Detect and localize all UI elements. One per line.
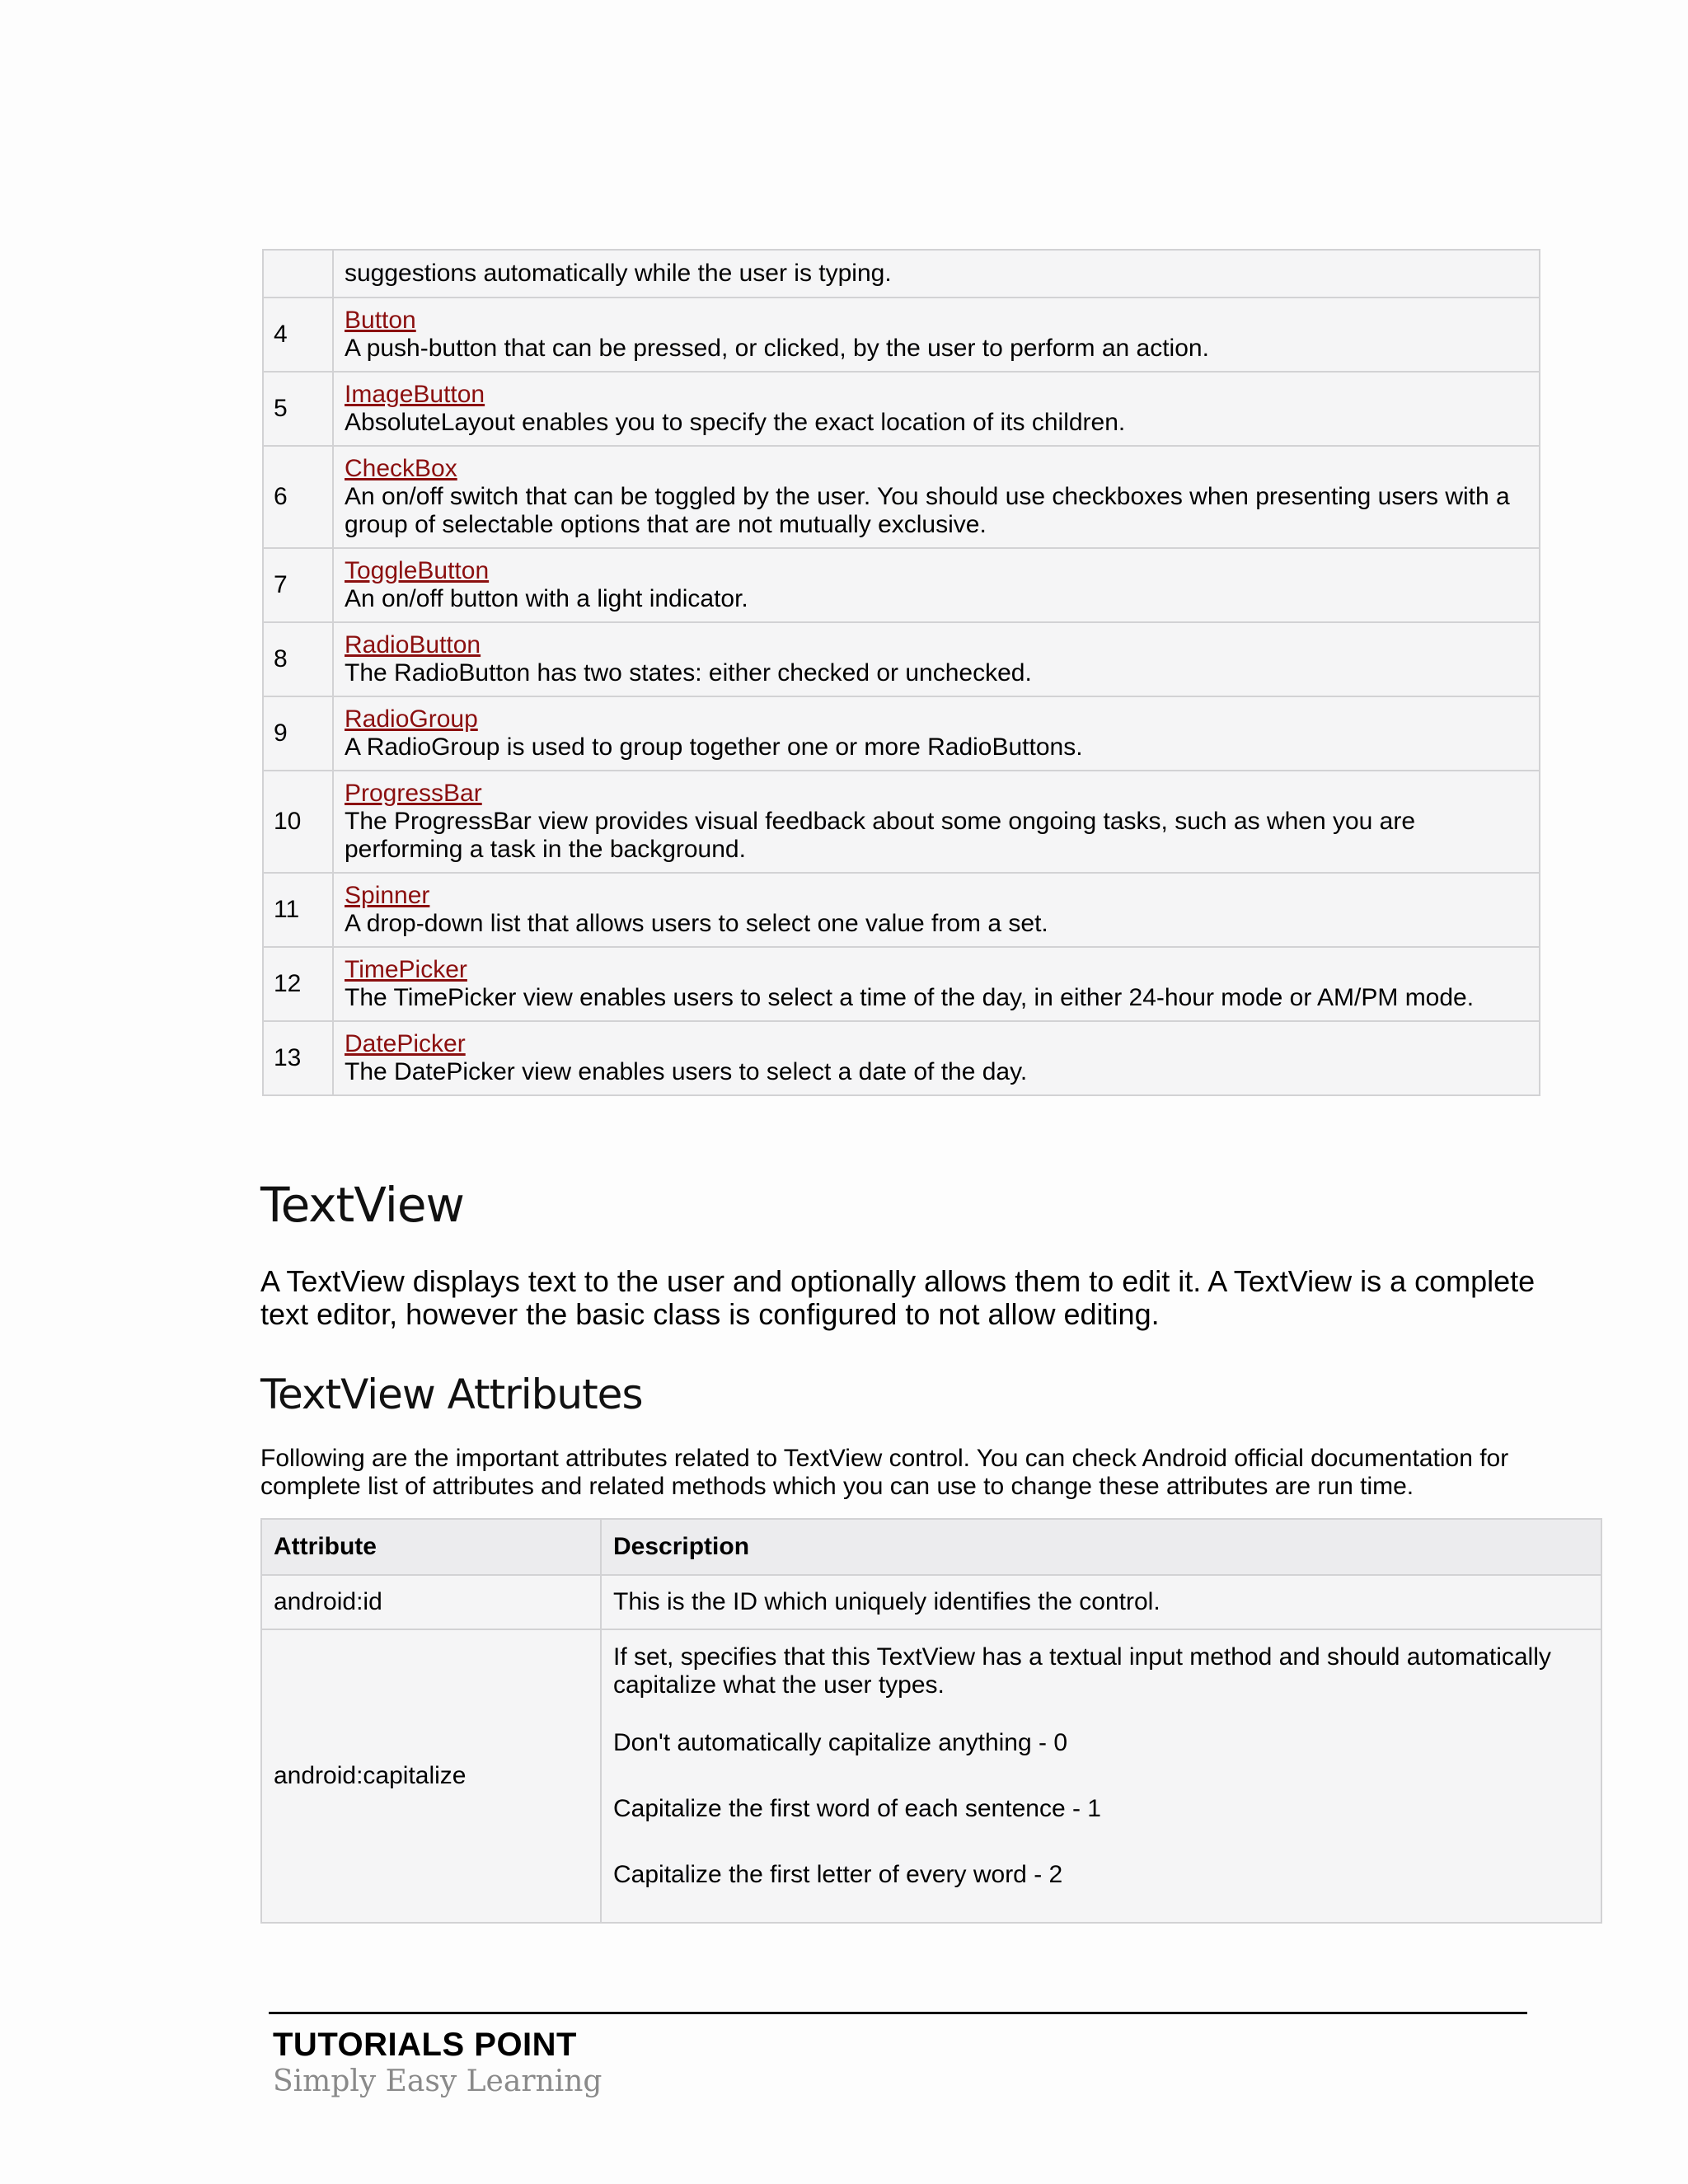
control-description: The TimePicker view enables users to select a time of the day, in either 24-hour mode or AM/PM mode. [345,984,1475,1011]
row-number: 6 [263,446,333,548]
row-description [333,771,1540,873]
table-row [261,1575,1601,1629]
attribute-description-text: If set, specifies that this TextView has a textual input method and should automatically capitalize what the user types. [613,1643,1551,1699]
column-header-description: Description [601,1519,1601,1575]
table-row [263,771,1540,873]
control-link-togglebutton[interactable]: ToggleButton [345,557,490,584]
row-number: 11 [263,873,333,947]
control-description: A push-button that can be pressed, or clicked, by the user to perform an action. [345,335,1209,362]
row-description [333,696,1540,771]
textview-intro-paragraph: A TextView displays text to the user and optionally allows them to edit it. A TextView is a complete text editor, however the basic class is configured to not allow editing. [260,1264,1536,1331]
table-row [263,372,1540,446]
section-title-textview-attributes: TextView Attributes [260,1371,643,1418]
row-description [333,947,1540,1021]
control-link-spinner[interactable]: Spinner [345,882,430,909]
row-description [333,1021,1540,1095]
footer-divider [269,2012,1527,2014]
row-number: 9 [263,696,333,771]
control-description: An on/off switch that can be toggled by the user. You should use checkboxes when presenting users with a group of selectable options that are not mutually exclusive. [345,483,1510,538]
table-row [263,1021,1540,1095]
table-row [263,298,1540,372]
control-description: AbsoluteLayout enables you to specify the exact location of its children. [345,409,1126,436]
control-link-radiogroup[interactable]: RadioGroup [345,705,478,733]
attributes-intro-paragraph: Following are the important attributes related to TextView control. You can check Android official documentation for complete list of attributes and related methods which you can use to change these attributes are run time. [260,1445,1509,1500]
control-description: A drop-down list that allows users to select one value from a set. [345,910,1048,937]
capitalize-option: Capitalize the first letter of every word - 2 [613,1861,1063,1888]
attribute-description: This is the ID which uniquely identifies the control. [601,1575,1601,1629]
footer-brand: TUTORIALS POINT [273,2027,577,2063]
capitalize-option: Capitalize the first word of each sentence - 1 [613,1795,1101,1822]
footer-tagline: Simply Easy Learning [273,2064,603,2098]
row-description [333,372,1540,446]
row-number: 13 [263,1021,333,1095]
row-description [333,298,1540,372]
row-number: 12 [263,947,333,1021]
row-description [333,446,1540,548]
row-number: 8 [263,622,333,696]
table-row [263,622,1540,696]
section-title-textview: TextView [260,1177,464,1233]
row-number: 5 [263,372,333,446]
attribute-description [601,1629,1601,1923]
table-row [263,696,1540,771]
table-row [263,250,1540,298]
table-row [263,947,1540,1021]
column-header-attribute: Attribute [261,1519,601,1575]
row-description: suggestions automatically while the user is typing. [333,250,1540,298]
row-number: 7 [263,548,333,622]
control-description: The RadioButton has two states: either checked or unchecked. [345,659,1032,687]
table-row [263,548,1540,622]
row-description [333,873,1540,947]
table-row [261,1629,1601,1923]
ui-controls-table [262,249,1540,1096]
table-header-row [261,1519,1601,1575]
control-link-radiobutton[interactable]: RadioButton [345,631,481,658]
attribute-name: android:capitalize [261,1629,601,1923]
control-link-checkbox[interactable]: CheckBox [345,455,457,482]
control-description: The ProgressBar view provides visual feedback about some ongoing tasks, such as when you are performing a task in the background. [345,808,1416,863]
table-row [263,446,1540,548]
control-link-imagebutton[interactable]: ImageButton [345,381,485,408]
row-number: 10 [263,771,333,873]
attribute-name: android:id [261,1575,601,1629]
control-description: An on/off button with a light indicator. [345,585,748,612]
control-link-datepicker[interactable]: DatePicker [345,1030,466,1057]
row-number [263,250,333,298]
row-description [333,622,1540,696]
control-link-timepicker[interactable]: TimePicker [345,956,467,983]
row-number: 4 [263,298,333,372]
control-description: The DatePicker view enables users to select a date of the day. [345,1058,1028,1085]
row-description [333,548,1540,622]
table-row [263,873,1540,947]
control-link-button[interactable]: Button [345,307,416,334]
control-link-progressbar[interactable]: ProgressBar [345,780,482,807]
attributes-table [260,1518,1602,1924]
capitalize-option: Don't automatically capitalize anything - 0 [613,1729,1068,1756]
control-description: A RadioGroup is used to group together one or more RadioButtons. [345,733,1083,761]
